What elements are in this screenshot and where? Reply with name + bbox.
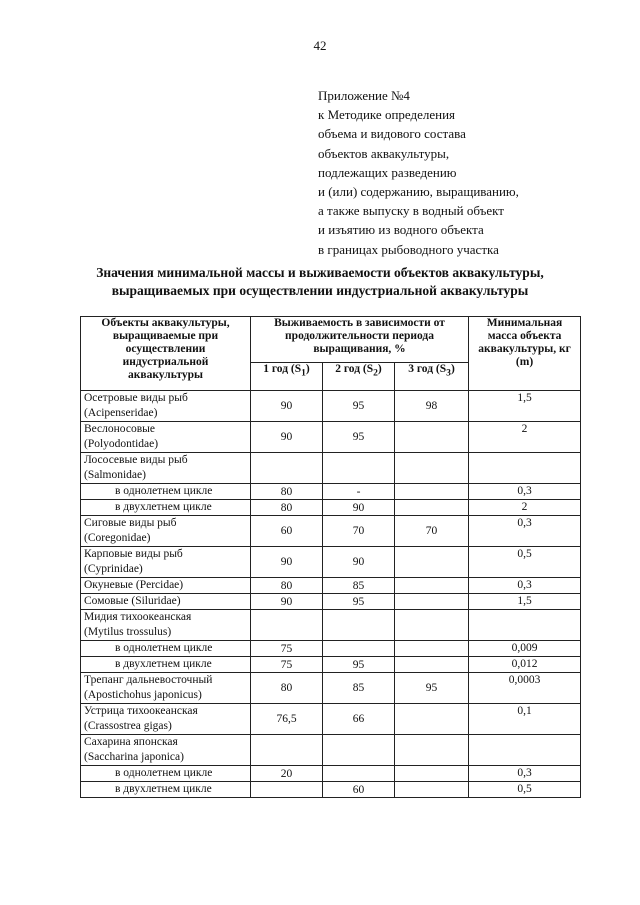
appendix-block bbox=[318, 86, 519, 259]
survival-y1-cell bbox=[251, 782, 323, 798]
object-name-cell bbox=[81, 391, 251, 422]
survival-y1-cell: 80 bbox=[251, 673, 323, 704]
appendix-line: Приложение №4 bbox=[318, 88, 410, 103]
min-mass-cell bbox=[469, 735, 581, 766]
object-latin-name: (Apostichohus japonicus) bbox=[84, 689, 202, 701]
table-row bbox=[81, 782, 581, 798]
survival-y2-cell: 90 bbox=[323, 547, 395, 578]
survival-y3-cell bbox=[395, 547, 469, 578]
header-year-2-text: 2 год (S bbox=[335, 363, 374, 375]
object-name-cell bbox=[81, 704, 251, 735]
survival-y2-cell bbox=[323, 610, 395, 641]
survival-y1-cell: 80 bbox=[251, 484, 323, 500]
appendix-line: объема и видового состава bbox=[318, 126, 466, 142]
object-name-cell bbox=[81, 453, 251, 484]
object-name: в однолетнем цикле bbox=[115, 485, 213, 497]
table-row bbox=[81, 391, 581, 422]
object-name: Осетровые виды рыб bbox=[84, 392, 188, 404]
header-year-2-subscript: 2 bbox=[373, 367, 378, 379]
header-year-1: 1 год $(S_1)$ bbox=[251, 363, 323, 391]
header-year-1-subscript: 1 bbox=[301, 367, 306, 379]
object-name-cell bbox=[81, 766, 251, 782]
object-name-cell bbox=[81, 578, 251, 594]
object-name: в двухлетнем цикле bbox=[115, 501, 212, 513]
object-latin-name: (Mytilus trossulus) bbox=[84, 626, 172, 638]
survival-y1-cell: 76,5 bbox=[251, 704, 323, 735]
page-number: 42 bbox=[313, 38, 327, 53]
object-name: Сахарина японская bbox=[84, 736, 178, 748]
min-mass-cell: 0,0003 bbox=[469, 673, 581, 704]
min-mass-cell: 0,3 bbox=[469, 578, 581, 594]
header-objects: Объекты аквакультуры, выращиваемые при осуществлении индустриальной аквакультуры bbox=[81, 317, 251, 391]
object-latin-name: (Cyprinidae) bbox=[84, 563, 143, 575]
survival-y1-cell: 75 bbox=[251, 657, 323, 673]
object-name: Сиговые виды рыб bbox=[84, 517, 177, 529]
survival-y3-cell bbox=[395, 704, 469, 735]
survival-y1-cell: 80 bbox=[251, 578, 323, 594]
object-name-cell bbox=[81, 422, 251, 453]
survival-y3-cell bbox=[395, 500, 469, 516]
survival-y2-cell: 90 bbox=[323, 500, 395, 516]
survival-y2-cell: 95 bbox=[323, 422, 395, 453]
min-mass-cell: 1,5 bbox=[469, 594, 581, 610]
table-row bbox=[81, 704, 581, 735]
object-name-cell bbox=[81, 641, 251, 657]
survival-y3-cell: 98 bbox=[395, 391, 469, 422]
survival-y3-cell bbox=[395, 578, 469, 594]
object-name: Мидия тихоокеанская bbox=[84, 611, 192, 623]
min-mass-cell: 0,3 bbox=[469, 516, 581, 547]
survival-y1-cell bbox=[251, 453, 323, 484]
object-name: в однолетнем цикле bbox=[115, 767, 213, 779]
survival-y1-cell: 90 bbox=[251, 594, 323, 610]
table-row bbox=[81, 657, 581, 673]
appendix-line: к Методике определения bbox=[318, 107, 456, 123]
survival-y1-cell bbox=[251, 610, 323, 641]
survival-y3-cell bbox=[395, 641, 469, 657]
survival-y2-cell: - bbox=[323, 484, 395, 500]
survival-y2-cell bbox=[323, 641, 395, 657]
survival-y3-cell: 70 bbox=[395, 516, 469, 547]
table-row bbox=[81, 578, 581, 594]
table-row bbox=[81, 641, 581, 657]
object-name: Окуневые (Percidae) bbox=[84, 579, 184, 591]
survival-y2-cell: 70 bbox=[323, 516, 395, 547]
table-row bbox=[81, 422, 581, 453]
header-year-3: 3 год $(S_3)$ bbox=[395, 363, 469, 391]
min-mass-cell: 0,3 bbox=[469, 484, 581, 500]
title-line: Значения минимальной массы и выживаемости объектов аквакультуры, bbox=[96, 265, 544, 280]
object-latin-name: (Saccharina japonica) bbox=[84, 751, 184, 763]
appendix-line: в границах рыбоводного участка bbox=[318, 241, 499, 257]
survival-y1-cell: 60 bbox=[251, 516, 323, 547]
survival-y1-cell: 20 bbox=[251, 766, 323, 782]
survival-y1-cell: 90 bbox=[251, 422, 323, 453]
survival-y3-cell bbox=[395, 453, 469, 484]
survival-y2-cell: 85 bbox=[323, 578, 395, 594]
min-mass-cell: 0,012 bbox=[469, 657, 581, 673]
table-row bbox=[81, 610, 581, 641]
object-name: Трепанг дальневосточный bbox=[84, 674, 213, 686]
aquaculture-table bbox=[80, 316, 581, 798]
survival-y3-cell: 95 bbox=[395, 673, 469, 704]
object-name: в двухлетнем цикле bbox=[115, 658, 212, 670]
header-year-1-text: 1 год (S bbox=[263, 363, 302, 375]
object-name-cell bbox=[81, 735, 251, 766]
survival-y3-cell bbox=[395, 766, 469, 782]
min-mass-cell: 2 bbox=[469, 500, 581, 516]
object-name: Устрица тихоокеанская bbox=[84, 705, 198, 717]
object-latin-name: (Crassostrea gigas) bbox=[84, 720, 172, 732]
object-name: в двухлетнем цикле bbox=[115, 783, 212, 795]
header-year-2: 2 год $(S_2)$ bbox=[323, 363, 395, 391]
object-name-cell bbox=[81, 782, 251, 798]
object-name: в однолетнем цикле bbox=[115, 642, 213, 654]
object-name-cell bbox=[81, 594, 251, 610]
survival-y1-cell bbox=[251, 735, 323, 766]
survival-y3-cell bbox=[395, 422, 469, 453]
title-line: выращиваемых при осуществлении индустриальной аквакультуры bbox=[111, 283, 529, 298]
appendix-line: и (или) содержанию, выращиванию, bbox=[318, 184, 519, 200]
object-latin-name: (Polyodontidae) bbox=[84, 438, 159, 450]
survival-y2-cell: 95 bbox=[323, 391, 395, 422]
object-name: Сомовые (Siluridae) bbox=[84, 595, 181, 607]
survival-y2-cell bbox=[323, 453, 395, 484]
min-mass-cell: 0,5 bbox=[469, 547, 581, 578]
table-row bbox=[81, 516, 581, 547]
min-mass-cell: 0,009 bbox=[469, 641, 581, 657]
appendix-line: объектов аквакультуры, bbox=[318, 145, 450, 161]
object-name-cell bbox=[81, 657, 251, 673]
header-survival: Выживаемость в зависимости от продолжительности периода выращивания, % bbox=[251, 317, 469, 363]
table-row bbox=[81, 766, 581, 782]
survival-y3-cell bbox=[395, 484, 469, 500]
table-row bbox=[81, 735, 581, 766]
survival-y2-cell: 66 bbox=[323, 704, 395, 735]
survival-y3-cell bbox=[395, 610, 469, 641]
min-mass-cell: 0,5 bbox=[469, 782, 581, 798]
survival-y1-cell: 90 bbox=[251, 391, 323, 422]
object-latin-name: (Salmonidae) bbox=[84, 469, 146, 481]
table-row bbox=[81, 453, 581, 484]
object-name-cell bbox=[81, 673, 251, 704]
survival-y2-cell bbox=[323, 735, 395, 766]
object-name-cell bbox=[81, 547, 251, 578]
min-mass-cell bbox=[469, 453, 581, 484]
object-name-cell bbox=[81, 484, 251, 500]
table-row bbox=[81, 547, 581, 578]
survival-y1-cell: 75 bbox=[251, 641, 323, 657]
table-row bbox=[81, 673, 581, 704]
survival-y2-cell: 95 bbox=[323, 594, 395, 610]
object-name-cell bbox=[81, 610, 251, 641]
survival-y3-cell bbox=[395, 782, 469, 798]
survival-y2-cell: 85 bbox=[323, 673, 395, 704]
appendix-line: и изъятию из водного объекта bbox=[318, 222, 484, 238]
appendix-line: подлежащих разведению bbox=[318, 164, 457, 180]
table-row bbox=[81, 500, 581, 516]
min-mass-cell bbox=[469, 610, 581, 641]
header-year-3-subscript: 3 bbox=[446, 367, 451, 379]
survival-y3-cell bbox=[395, 657, 469, 673]
survival-y3-cell bbox=[395, 594, 469, 610]
object-latin-name: (Coregonidae) bbox=[84, 532, 151, 544]
appendix-line: а также выпуску в водный объект bbox=[318, 203, 504, 219]
object-name-cell bbox=[81, 516, 251, 547]
survival-y1-cell: 90 bbox=[251, 547, 323, 578]
survival-y2-cell: 60 bbox=[323, 782, 395, 798]
object-latin-name: (Acipenseridae) bbox=[84, 407, 158, 419]
table-row bbox=[81, 594, 581, 610]
header-year-3-text: 3 год (S bbox=[408, 363, 447, 375]
survival-y2-cell: 95 bbox=[323, 657, 395, 673]
survival-y2-cell bbox=[323, 766, 395, 782]
object-name-cell bbox=[81, 500, 251, 516]
survival-y3-cell bbox=[395, 735, 469, 766]
table-row bbox=[81, 484, 581, 500]
document-title bbox=[40, 264, 600, 300]
header-min-mass: Минимальная масса объекта аквакультуры, кг (m) bbox=[469, 317, 581, 391]
survival-y1-cell: 80 bbox=[251, 500, 323, 516]
min-mass-cell: 0,3 bbox=[469, 766, 581, 782]
min-mass-cell: 0,1 bbox=[469, 704, 581, 735]
object-name: Веслоносовые bbox=[84, 423, 155, 435]
min-mass-cell: 1,5 bbox=[469, 391, 581, 422]
object-name: Лососевые виды рыб bbox=[84, 454, 188, 466]
min-mass-cell: 2 bbox=[469, 422, 581, 453]
object-name: Карповые виды рыб bbox=[84, 548, 183, 560]
